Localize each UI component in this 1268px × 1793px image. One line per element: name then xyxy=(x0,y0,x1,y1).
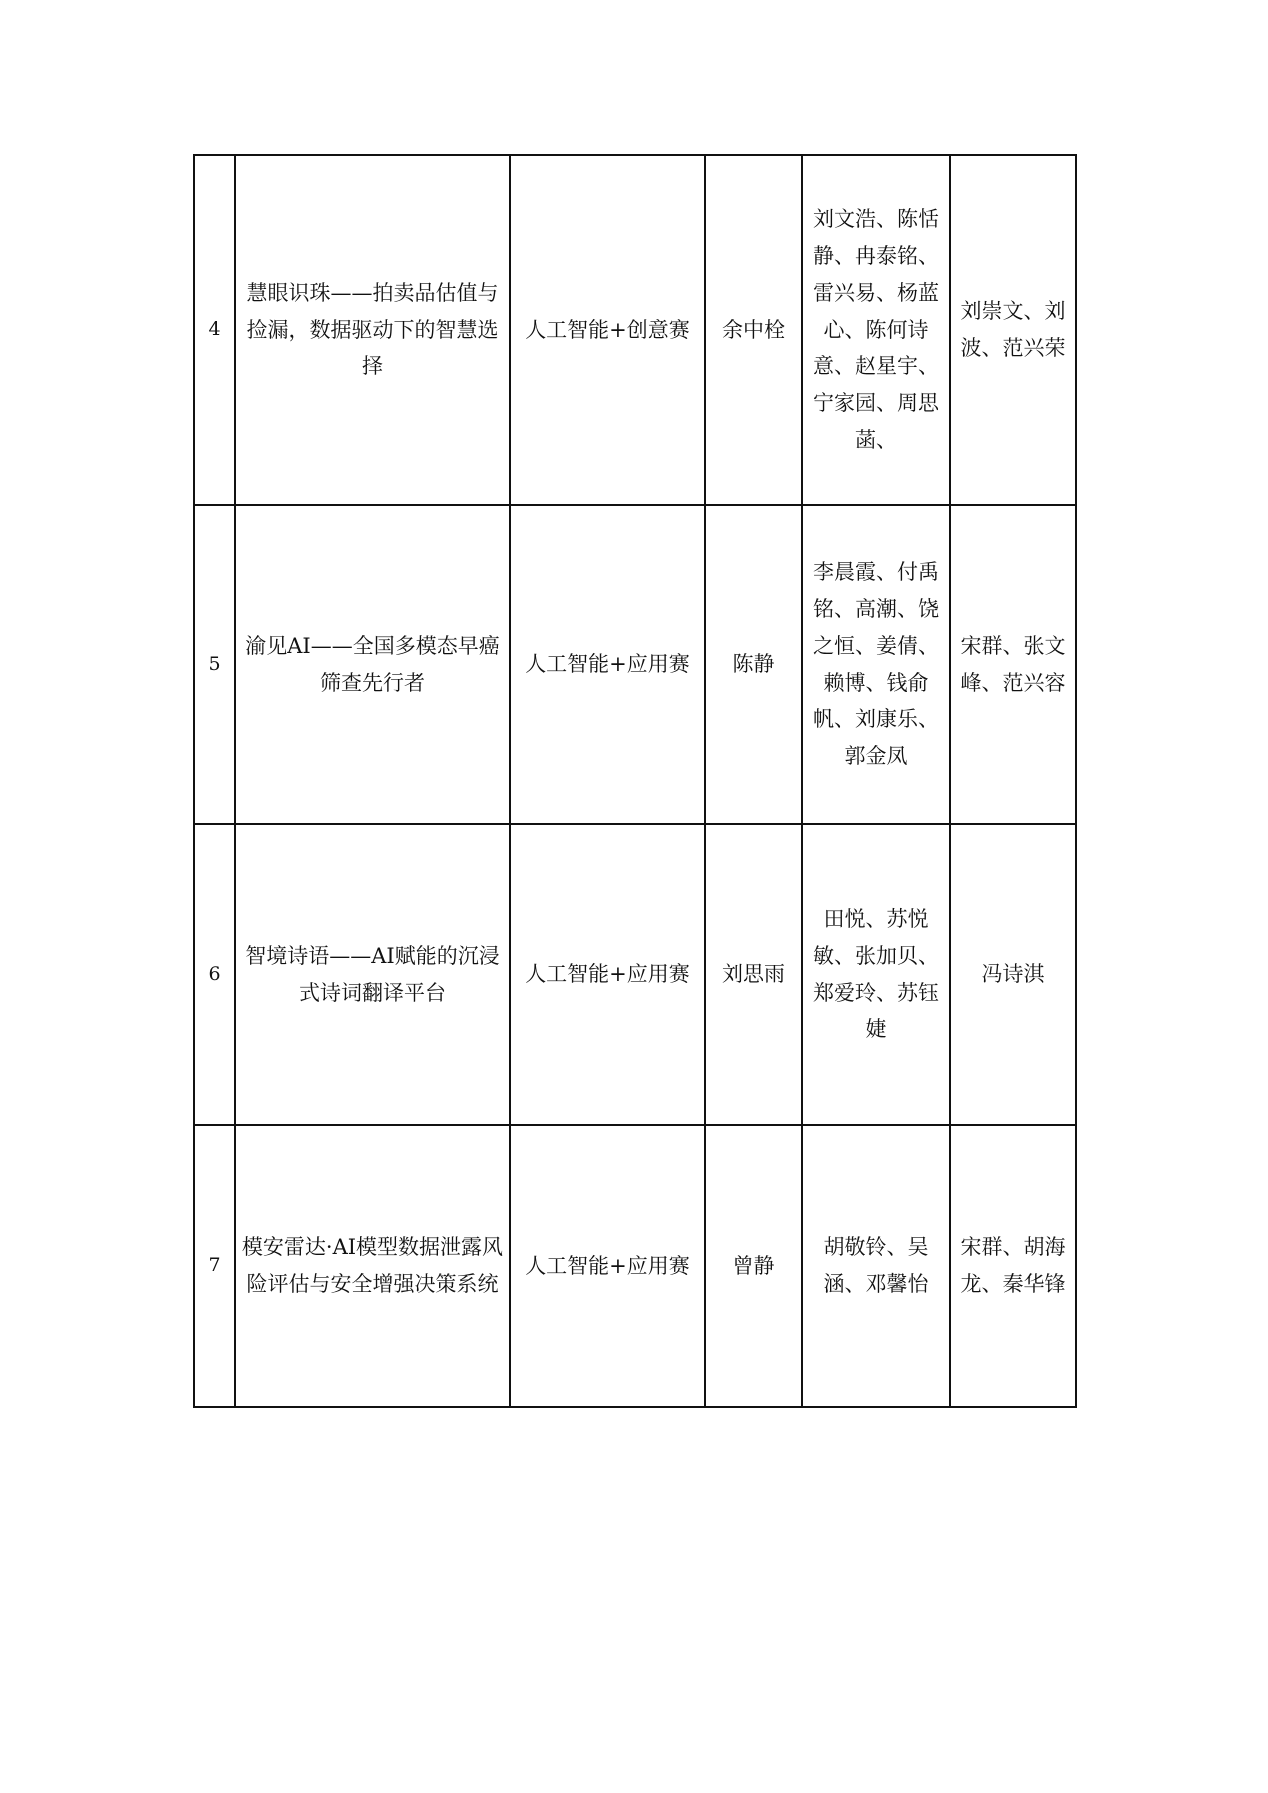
table-row xyxy=(194,505,1076,824)
row-number: 5 xyxy=(194,505,235,824)
team-leader: 曾静 xyxy=(705,1125,802,1407)
project-name: 智境诗语——AI赋能的沉浸式诗词翻译平台 xyxy=(235,824,510,1125)
competition-track: 人工智能+创意赛 xyxy=(510,155,705,505)
competition-track: 人工智能+应用赛 xyxy=(510,824,705,1125)
team-leader: 陈静 xyxy=(705,505,802,824)
advisors: 冯诗淇 xyxy=(950,824,1076,1125)
team-leader: 刘思雨 xyxy=(705,824,802,1125)
table-row xyxy=(194,824,1076,1125)
competition-track: 人工智能+应用赛 xyxy=(510,505,705,824)
project-name: 慧眼识珠——拍卖品估值与捡漏，数据驱动下的智慧选择 xyxy=(235,155,510,505)
table-row xyxy=(194,155,1076,505)
advisors: 宋群、张文峰、范兴容 xyxy=(950,505,1076,824)
row-number: 7 xyxy=(194,1125,235,1407)
team-leader: 余中栓 xyxy=(705,155,802,505)
advisors: 宋群、胡海龙、秦华锋 xyxy=(950,1125,1076,1407)
competition-track: 人工智能+应用赛 xyxy=(510,1125,705,1407)
row-number: 4 xyxy=(194,155,235,505)
advisors: 刘崇文、刘波、范兴荣 xyxy=(950,155,1076,505)
team-members: 胡敬铃、吴涵、邓馨怡 xyxy=(802,1125,950,1407)
team-members: 田悦、苏悦敏、张加贝、郑爱玲、苏钰婕 xyxy=(802,824,950,1125)
project-table xyxy=(193,154,1077,1408)
team-members: 刘文浩、陈恬静、冉泰铭、雷兴易、杨蓝心、陈何诗意、赵星宇、宁家园、周思菡、 xyxy=(802,155,950,505)
team-members: 李晨霞、付禹铭、高潮、饶之恒、姜倩、赖博、钱俞帆、刘康乐、郭金凤 xyxy=(802,505,950,824)
table-row xyxy=(194,1125,1076,1407)
project-name: 模安雷达·AI模型数据泄露风险评估与安全增强决策系统 xyxy=(235,1125,510,1407)
row-number: 6 xyxy=(194,824,235,1125)
project-name: 渝见AI——全国多模态早癌筛查先行者 xyxy=(235,505,510,824)
